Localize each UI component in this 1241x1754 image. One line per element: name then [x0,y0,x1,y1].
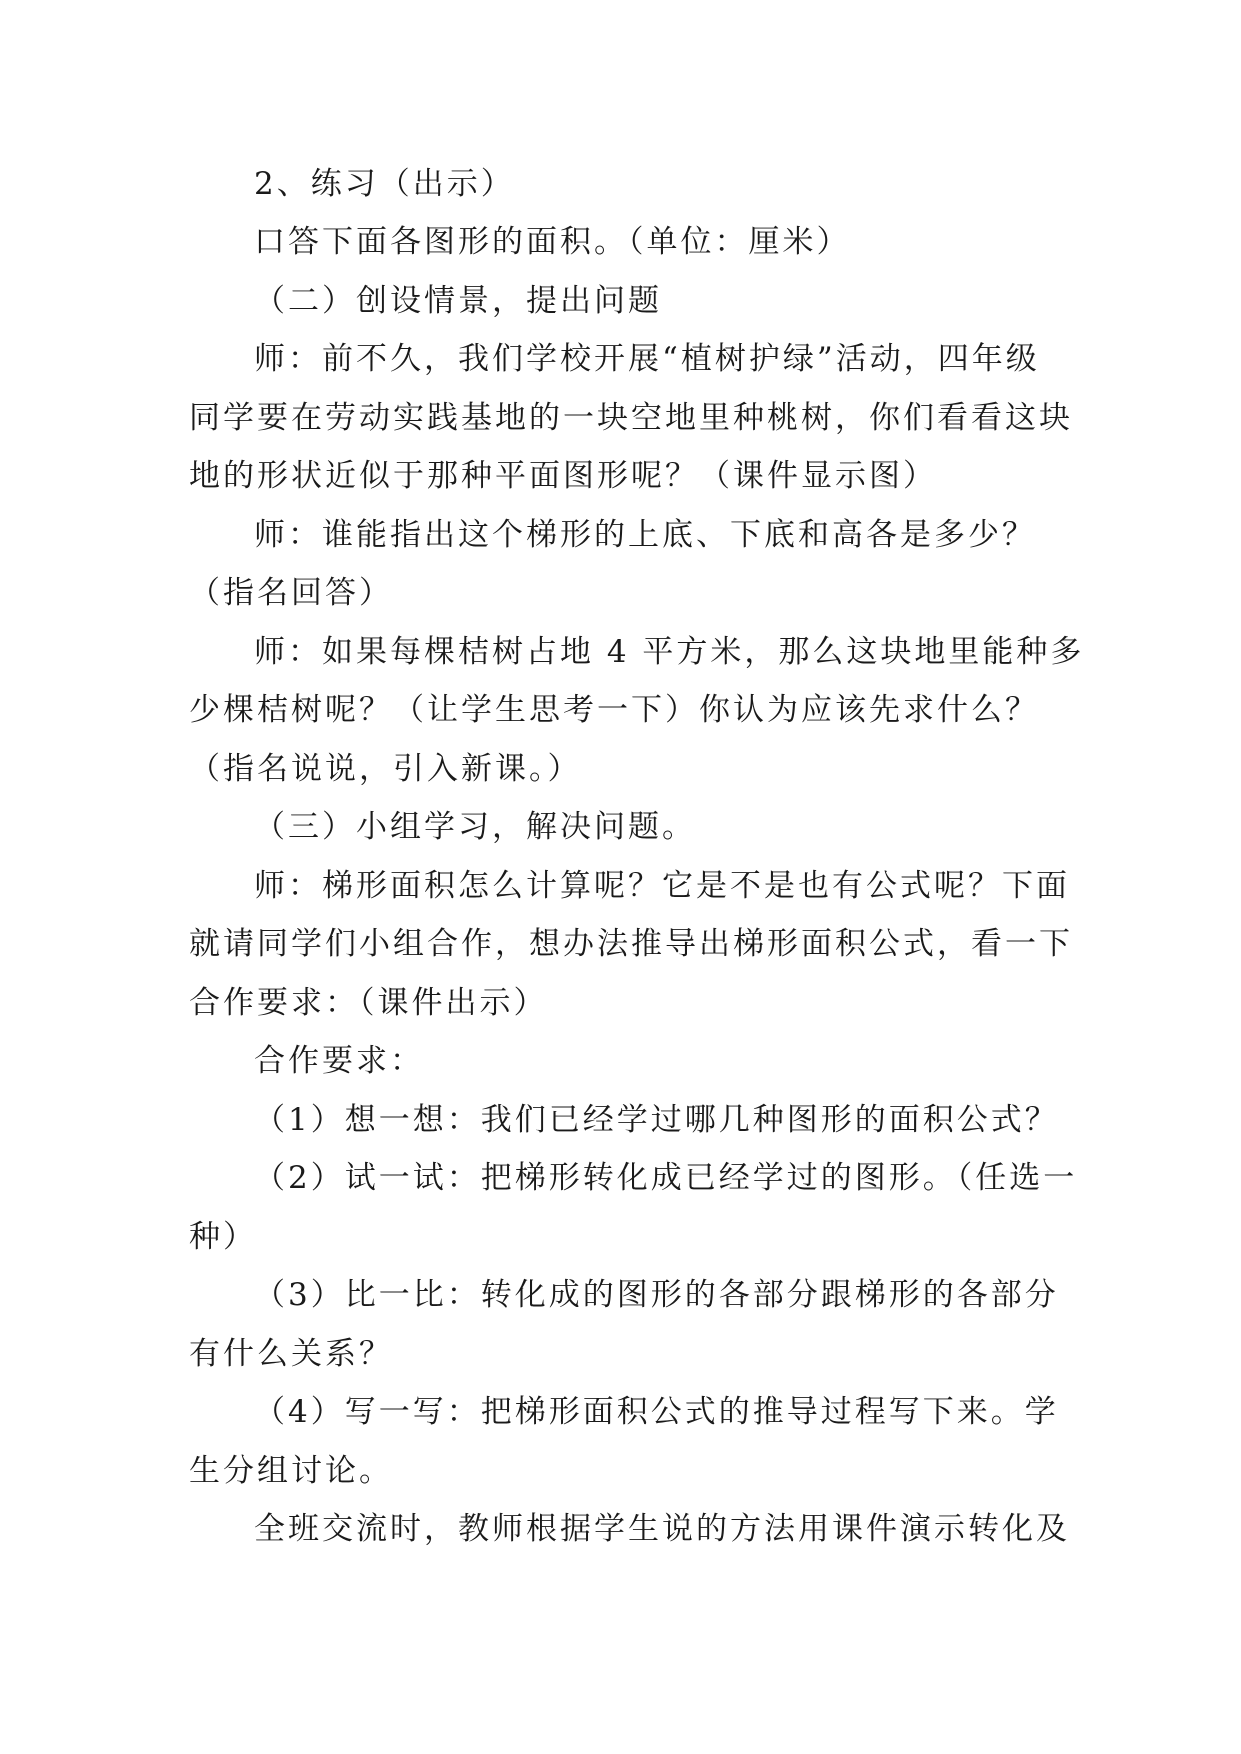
list-item: （4）写一写：把梯形面积公式的推导过程写下来。学 [254,1394,1059,1430]
text-line: 地的形状近似于那种平面图形呢？（课件显示图） [189,458,937,494]
text-line: 师：前不久，我们学校开展“植树护绿”活动，四年级 [254,341,1040,377]
text-line: 有什么关系？ [189,1336,393,1372]
list-item: （2）试一试：把梯形转化成已经学过的图形。（任选一 [254,1160,1078,1196]
text-line: 生分组讨论。 [189,1453,393,1489]
text-line: 种） [189,1219,257,1255]
section-heading: （二）创设情景，提出问题 [254,283,662,319]
text-line: 师：梯形面积怎么计算呢？它是不是也有公式呢？下面 [254,868,1070,904]
list-item: （1）想一想：我们已经学过哪几种图形的面积公式？ [254,1102,1059,1138]
text-line: （指名回答） [189,575,393,611]
text-line: （指名说说，引入新课。） [189,751,582,787]
text-line: 2、练习（出示） [254,166,515,202]
section-heading: （三）小组学习，解决问题。 [254,809,696,845]
text-line: 同学要在劳动实践基地的一块空地里种桃树，你们看看这块 [189,400,1073,436]
list-item: （3）比一比：转化成的图形的各部分跟梯形的各部分 [254,1277,1059,1313]
text-line: 师：如果每棵桔树占地 4 平方米，那么这块地里能种多 [254,634,1085,670]
text-line: 就请同学们小组合作，想办法推导出梯形面积公式，看一下 [189,926,1073,962]
text-line: 师：谁能指出这个梯形的上底、下底和高各是多少？ [254,517,1036,553]
text-line: 合作要求：（课件出示） [189,985,548,1021]
text-line: 口答下面各图形的面积。（单位：厘米） [254,224,851,260]
text-line: 少棵桔树呢？（让学生思考一下）你认为应该先求什么？ [189,692,1039,728]
text-line: 全班交流时，教师根据学生说的方法用课件演示转化及 [254,1511,1070,1547]
text-line: 合作要求： [254,1043,424,1079]
